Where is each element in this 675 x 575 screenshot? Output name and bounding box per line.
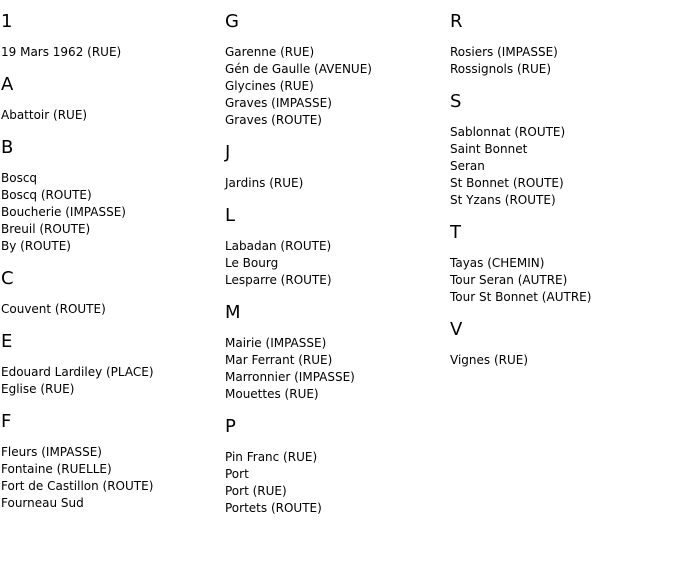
letter-heading: S [450,91,462,112]
letter-group [1,410,223,512]
street-list [1,364,223,398]
letter-group [1,330,223,398]
street-link[interactable]: Abattoir (RUE) [1,108,88,122]
street-list [450,352,672,369]
letter-heading: V [450,319,463,340]
letter-heading: E [1,331,13,352]
street-list [450,124,672,209]
letter-group [450,10,672,78]
street-link[interactable]: Fourneau Sud [1,496,84,510]
street-link[interactable]: Marronnier (IMPASSE) [225,370,355,384]
street-index-column-1 [1,10,223,512]
street-link[interactable]: Graves (IMPASSE) [225,96,332,110]
street-list [225,335,447,403]
street-list [450,255,672,306]
letter-group [225,415,447,517]
street-link[interactable]: 19 Mars 1962 (RUE) [1,45,122,59]
street-list [225,449,447,517]
letter-group [1,73,223,124]
letter-group [225,141,447,192]
letter-group [225,301,447,403]
letter-heading: P [225,416,236,437]
street-list [225,238,447,289]
letter-heading: 1 [1,11,13,32]
letter-heading: L [225,205,236,226]
letter-group [225,204,447,289]
street-link[interactable]: Tour Seran (AUTRE) [450,273,568,287]
street-link[interactable]: Rossignols (RUE) [450,62,552,76]
letter-group [450,90,672,209]
street-link[interactable]: Boucherie (IMPASSE) [1,205,126,219]
street-link[interactable]: St Yzans (ROUTE) [450,193,556,207]
street-list [1,170,223,255]
street-link[interactable]: Glycines (RUE) [225,79,314,93]
street-link[interactable]: Mairie (IMPASSE) [225,336,327,350]
street-list [225,175,447,192]
street-index-column-2 [225,10,447,517]
street-link[interactable]: Graves (ROUTE) [225,113,322,127]
letter-group [1,267,223,318]
street-link[interactable]: Eglise (RUE) [1,382,75,396]
street-link[interactable]: Jardins (RUE) [225,176,304,190]
street-link[interactable]: Saint Bonnet [450,142,528,156]
letter-group [450,221,672,306]
street-link[interactable]: Port (RUE) [225,484,287,498]
letter-heading: C [1,268,14,289]
street-link[interactable]: Garenne (RUE) [225,45,315,59]
street-link[interactable]: Portets (ROUTE) [225,501,322,515]
letter-heading: T [450,222,461,243]
street-link[interactable]: Pin Franc (RUE) [225,450,318,464]
street-list [1,44,223,61]
street-list [225,44,447,129]
street-link[interactable]: Le Bourg [225,256,279,270]
street-link[interactable]: St Bonnet (ROUTE) [450,176,564,190]
letter-group [450,318,672,369]
letter-group [225,10,447,129]
letter-heading: G [225,11,239,32]
street-link[interactable]: Sablonnat (ROUTE) [450,125,566,139]
street-link[interactable]: Tour St Bonnet (AUTRE) [450,290,592,304]
street-link[interactable]: Tayas (CHEMIN) [450,256,545,270]
street-link[interactable]: Seran [450,159,485,173]
street-list [1,444,223,512]
letter-heading: R [450,11,463,32]
street-link[interactable]: Fleurs (IMPASSE) [1,445,102,459]
street-link[interactable]: Couvent (ROUTE) [1,302,106,316]
street-link[interactable]: Lesparre (ROUTE) [225,273,332,287]
street-link[interactable]: Edouard Lardiley (PLACE) [1,365,154,379]
street-list [1,107,223,124]
street-link[interactable]: Boscq [1,171,38,185]
letter-group [1,10,223,61]
street-list [1,301,223,318]
street-link[interactable]: Vignes (RUE) [450,353,529,367]
letter-group [1,136,223,255]
letter-heading: J [225,142,231,163]
letter-heading: A [1,74,14,95]
letter-heading: B [1,137,14,158]
street-link[interactable]: Port [225,467,249,481]
street-link[interactable]: By (ROUTE) [1,239,71,253]
street-index-column-3 [450,10,672,369]
street-link[interactable]: Mar Ferrant (RUE) [225,353,333,367]
street-link[interactable]: Fort de Castillon (ROUTE) [1,479,154,493]
street-list [450,44,672,78]
letter-heading: M [225,302,241,323]
street-link[interactable]: Fontaine (RUELLE) [1,462,112,476]
street-link[interactable]: Gén de Gaulle (AVENUE) [225,62,372,76]
street-link[interactable]: Labadan (ROUTE) [225,239,332,253]
letter-heading: F [1,411,12,432]
street-link[interactable]: Boscq (ROUTE) [1,188,92,202]
street-link[interactable]: Mouettes (RUE) [225,387,319,401]
street-link[interactable]: Rosiers (IMPASSE) [450,45,558,59]
street-link[interactable]: Breuil (ROUTE) [1,222,91,236]
